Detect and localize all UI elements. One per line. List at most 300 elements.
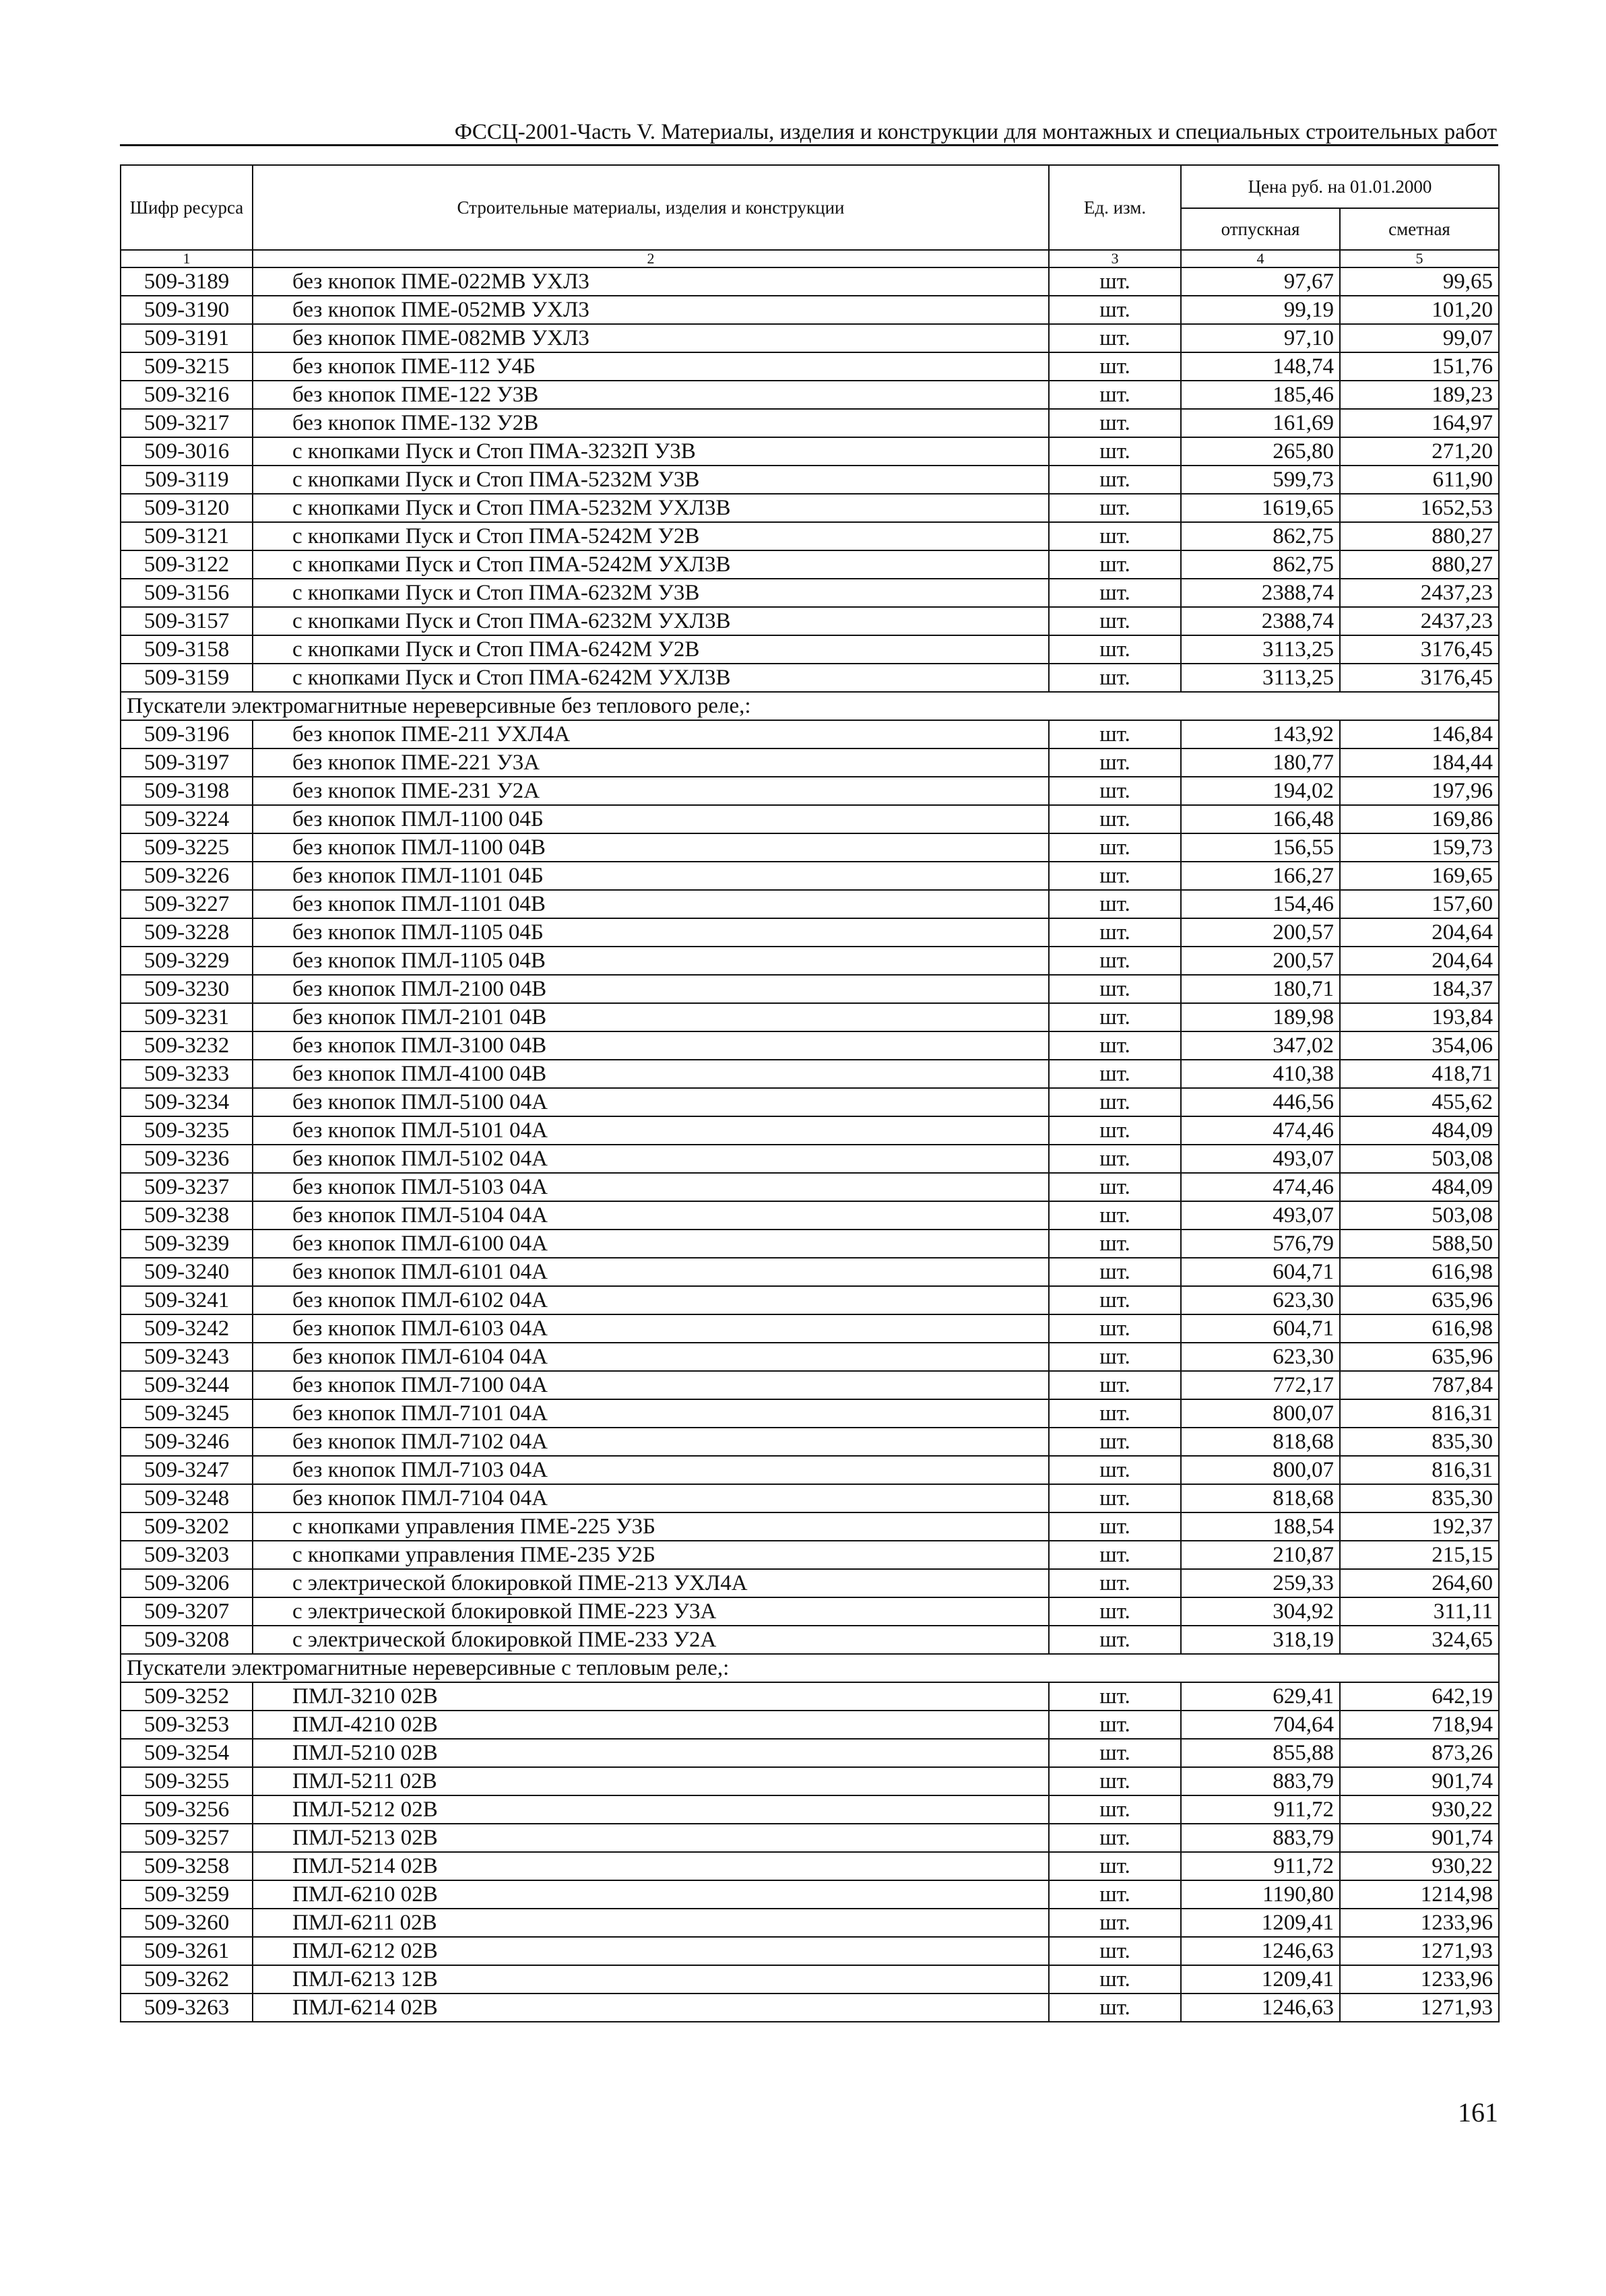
unit-cell: шт. (1049, 1201, 1181, 1230)
material-name: ПМЛ-3210 02В (253, 1682, 1049, 1711)
table-row (121, 550, 1499, 579)
resource-code: 509-3235 (121, 1116, 253, 1145)
unit-cell: шт. (1049, 975, 1181, 1003)
resource-code: 509-3122 (121, 550, 253, 579)
resource-code: 509-3224 (121, 805, 253, 833)
estimate-price: 184,44 (1340, 748, 1499, 777)
material-name: с кнопками Пуск и Стоп ПМА-5242М У2В (253, 522, 1049, 550)
unit-cell: шт. (1049, 947, 1181, 975)
estimate-price: 3176,45 (1340, 664, 1499, 692)
resource-code: 509-3197 (121, 748, 253, 777)
unit-cell: шт. (1049, 550, 1181, 579)
unit-cell: шт. (1049, 1569, 1181, 1597)
material-name: без кнопок ПМЕ-132 У2В (253, 409, 1049, 437)
material-name: с кнопками Пуск и Стоп ПМА-5242М УХЛ3В (253, 550, 1049, 579)
table-row (121, 1824, 1499, 1852)
estimate-price: 192,37 (1340, 1512, 1499, 1541)
table-row (121, 1145, 1499, 1173)
resource-code: 509-3258 (121, 1852, 253, 1880)
table-row (121, 437, 1499, 466)
estimate-price: 455,62 (1340, 1088, 1499, 1116)
header-rule (120, 144, 1498, 146)
unit-cell: шт. (1049, 1512, 1181, 1541)
resource-code: 509-3236 (121, 1145, 253, 1173)
material-name: ПМЛ-4210 02В (253, 1711, 1049, 1739)
header-estimate: сметная (1340, 208, 1499, 250)
material-name: без кнопок ПМЛ-3100 04В (253, 1031, 1049, 1060)
material-name: без кнопок ПМЛ-5104 04А (253, 1201, 1049, 1230)
material-name: без кнопок ПМЛ-7100 04А (253, 1371, 1049, 1399)
estimate-price: 193,84 (1340, 1003, 1499, 1031)
material-name: ПМЛ-5213 02В (253, 1824, 1049, 1852)
table-row (121, 1852, 1499, 1880)
wholesale-price: 200,57 (1181, 947, 1340, 975)
wholesale-price: 3113,25 (1181, 664, 1340, 692)
estimate-price: 503,08 (1340, 1201, 1499, 1230)
table-row (121, 1003, 1499, 1031)
wholesale-price: 180,71 (1181, 975, 1340, 1003)
resource-code: 509-3230 (121, 975, 253, 1003)
wholesale-price: 474,46 (1181, 1173, 1340, 1201)
estimate-price: 1271,93 (1340, 1994, 1499, 2022)
table-row (121, 748, 1499, 777)
material-name: без кнопок ПМЛ-1105 04Б (253, 918, 1049, 947)
estimate-price: 99,07 (1340, 324, 1499, 352)
material-name: без кнопок ПМЛ-2101 04В (253, 1003, 1049, 1031)
resource-code: 509-3228 (121, 918, 253, 947)
section-row (121, 692, 1499, 720)
wholesale-price: 800,07 (1181, 1456, 1340, 1484)
estimate-price: 1214,98 (1340, 1880, 1499, 1909)
estimate-price: 816,31 (1340, 1456, 1499, 1484)
resource-code: 509-3257 (121, 1824, 253, 1852)
wholesale-price: 148,74 (1181, 352, 1340, 381)
table-row (121, 777, 1499, 805)
material-name: с кнопками Пуск и Стоп ПМА-6242М УХЛ3В (253, 664, 1049, 692)
resource-code: 509-3247 (121, 1456, 253, 1484)
estimate-price: 503,08 (1340, 1145, 1499, 1173)
table-row (121, 1597, 1499, 1626)
wholesale-price: 318,19 (1181, 1626, 1340, 1654)
resource-code: 509-3239 (121, 1230, 253, 1258)
wholesale-price: 576,79 (1181, 1230, 1340, 1258)
wholesale-price: 143,92 (1181, 720, 1340, 748)
table-row (121, 1711, 1499, 1739)
material-name: без кнопок ПМЛ-2100 04В (253, 975, 1049, 1003)
column-number: 2 (253, 250, 1049, 267)
estimate-price: 2437,23 (1340, 607, 1499, 635)
unit-cell: шт. (1049, 918, 1181, 947)
unit-cell: шт. (1049, 607, 1181, 635)
estimate-price: 635,96 (1340, 1343, 1499, 1371)
resource-code: 509-3191 (121, 324, 253, 352)
wholesale-price: 3113,25 (1181, 635, 1340, 664)
wholesale-price: 166,27 (1181, 862, 1340, 890)
material-name: без кнопок ПМЛ-4100 04В (253, 1060, 1049, 1088)
resource-code: 509-3119 (121, 466, 253, 494)
material-name: без кнопок ПМЛ-1105 04В (253, 947, 1049, 975)
unit-cell: шт. (1049, 664, 1181, 692)
table-row (121, 1201, 1499, 1230)
material-name: с кнопками Пуск и Стоп ПМА-3232П У3В (253, 437, 1049, 466)
wholesale-price: 883,79 (1181, 1767, 1340, 1795)
price-table (120, 164, 1500, 2022)
unit-cell: шт. (1049, 1343, 1181, 1371)
header-code: Шифр ресурса (121, 165, 253, 250)
table-row (121, 1682, 1499, 1711)
unit-cell: шт. (1049, 1880, 1181, 1909)
resource-code: 509-3227 (121, 890, 253, 918)
wholesale-price: 97,67 (1181, 267, 1340, 296)
resource-code: 509-3215 (121, 352, 253, 381)
table-row (121, 1286, 1499, 1314)
unit-cell: шт. (1049, 635, 1181, 664)
wholesale-price: 623,30 (1181, 1343, 1340, 1371)
wholesale-price: 1246,63 (1181, 1937, 1340, 1965)
table-row (121, 1031, 1499, 1060)
material-name: с электрической блокировкой ПМЕ-213 УХЛ4А (253, 1569, 1049, 1597)
estimate-price: 264,60 (1340, 1569, 1499, 1597)
material-name: ПМЛ-6213 12В (253, 1965, 1049, 1994)
unit-cell: шт. (1049, 1230, 1181, 1258)
material-name: без кнопок ПМЛ-6101 04А (253, 1258, 1049, 1286)
estimate-price: 197,96 (1340, 777, 1499, 805)
column-number: 3 (1049, 250, 1181, 267)
wholesale-price: 1209,41 (1181, 1965, 1340, 1994)
table-row (121, 720, 1499, 748)
resource-code: 509-3261 (121, 1937, 253, 1965)
wholesale-price: 156,55 (1181, 833, 1340, 862)
table-body (121, 267, 1499, 2022)
resource-code: 509-3208 (121, 1626, 253, 1654)
resource-code: 509-3234 (121, 1088, 253, 1116)
table-row (121, 862, 1499, 890)
resource-code: 509-3240 (121, 1258, 253, 1286)
unit-cell: шт. (1049, 324, 1181, 352)
wholesale-price: 862,75 (1181, 550, 1340, 579)
unit-cell: шт. (1049, 522, 1181, 550)
unit-cell: шт. (1049, 1484, 1181, 1512)
unit-cell: шт. (1049, 748, 1181, 777)
table-row (121, 1314, 1499, 1343)
unit-cell: шт. (1049, 381, 1181, 409)
unit-cell: шт. (1049, 1739, 1181, 1767)
table-row (121, 1994, 1499, 2022)
estimate-price: 271,20 (1340, 437, 1499, 466)
material-name: без кнопок ПМЛ-7103 04А (253, 1456, 1049, 1484)
table-row (121, 1060, 1499, 1088)
table-row (121, 635, 1499, 664)
material-name: ПМЛ-5210 02В (253, 1739, 1049, 1767)
table-row (121, 1512, 1499, 1541)
resource-code: 509-3233 (121, 1060, 253, 1088)
material-name: ПМЛ-6210 02В (253, 1880, 1049, 1909)
table-row (121, 381, 1499, 409)
table-row (121, 1937, 1499, 1965)
estimate-price: 616,98 (1340, 1314, 1499, 1343)
material-name: без кнопок ПМЛ-5100 04А (253, 1088, 1049, 1116)
material-name: с кнопками Пуск и Стоп ПМА-5232М УХЛ3В (253, 494, 1049, 522)
table-row (121, 890, 1499, 918)
unit-cell: шт. (1049, 862, 1181, 890)
material-name: без кнопок ПМЛ-6102 04А (253, 1286, 1049, 1314)
resource-code: 509-3216 (121, 381, 253, 409)
page-number: 161 (1458, 2097, 1498, 2128)
estimate-price: 189,23 (1340, 381, 1499, 409)
wholesale-price: 166,48 (1181, 805, 1340, 833)
resource-code: 509-3238 (121, 1201, 253, 1230)
header-wholesale: отпускная (1181, 208, 1340, 250)
section-title: Пускатели электромагнитные нереверсивные с тепловым реле,: (121, 1654, 1499, 1682)
unit-cell: шт. (1049, 777, 1181, 805)
unit-cell: шт. (1049, 1994, 1181, 2022)
estimate-price: 588,50 (1340, 1230, 1499, 1258)
table-row (121, 918, 1499, 947)
material-name: без кнопок ПМЛ-7104 04А (253, 1484, 1049, 1512)
wholesale-price: 188,54 (1181, 1512, 1340, 1541)
table-row (121, 324, 1499, 352)
estimate-price: 324,65 (1340, 1626, 1499, 1654)
resource-code: 509-3198 (121, 777, 253, 805)
column-number: 5 (1340, 250, 1499, 267)
resource-code: 509-3189 (121, 267, 253, 296)
material-name: без кнопок ПМЛ-1100 04Б (253, 805, 1049, 833)
resource-code: 509-3252 (121, 1682, 253, 1711)
resource-code: 509-3262 (121, 1965, 253, 1994)
table-row (121, 1456, 1499, 1484)
table-row (121, 975, 1499, 1003)
wholesale-price: 604,71 (1181, 1258, 1340, 1286)
wholesale-price: 1209,41 (1181, 1909, 1340, 1937)
resource-code: 509-3232 (121, 1031, 253, 1060)
unit-cell: шт. (1049, 1003, 1181, 1031)
estimate-price: 930,22 (1340, 1852, 1499, 1880)
wholesale-price: 883,79 (1181, 1824, 1340, 1852)
header-price-group: Цена руб. на 01.01.2000 (1181, 165, 1499, 208)
unit-cell: шт. (1049, 1116, 1181, 1145)
unit-cell: шт. (1049, 720, 1181, 748)
unit-cell: шт. (1049, 1399, 1181, 1428)
estimate-price: 354,06 (1340, 1031, 1499, 1060)
unit-cell: шт. (1049, 352, 1181, 381)
column-number-row (121, 250, 1499, 267)
unit-cell: шт. (1049, 1824, 1181, 1852)
wholesale-price: 704,64 (1181, 1711, 1340, 1739)
wholesale-price: 97,10 (1181, 324, 1340, 352)
wholesale-price: 180,77 (1181, 748, 1340, 777)
table-row (121, 267, 1499, 296)
table-row (121, 352, 1499, 381)
table-row (121, 579, 1499, 607)
material-name: без кнопок ПМЛ-1101 04Б (253, 862, 1049, 890)
estimate-price: 157,60 (1340, 890, 1499, 918)
unit-cell: шт. (1049, 1767, 1181, 1795)
estimate-price: 484,09 (1340, 1173, 1499, 1201)
estimate-price: 930,22 (1340, 1795, 1499, 1824)
estimate-price: 164,97 (1340, 409, 1499, 437)
resource-code: 509-3231 (121, 1003, 253, 1031)
material-name: ПМЛ-5214 02В (253, 1852, 1049, 1880)
table-row (121, 1230, 1499, 1258)
estimate-price: 616,98 (1340, 1258, 1499, 1286)
wholesale-price: 410,38 (1181, 1060, 1340, 1088)
wholesale-price: 493,07 (1181, 1201, 1340, 1230)
resource-code: 509-3256 (121, 1795, 253, 1824)
section-title: Пускатели электромагнитные нереверсивные без теплового реле,: (121, 692, 1499, 720)
table-row (121, 1909, 1499, 1937)
table-row (121, 1880, 1499, 1909)
wholesale-price: 818,68 (1181, 1484, 1340, 1512)
table-row (121, 1399, 1499, 1428)
wholesale-price: 189,98 (1181, 1003, 1340, 1031)
estimate-price: 418,71 (1340, 1060, 1499, 1088)
material-name: без кнопок ПМЕ-221 У3А (253, 748, 1049, 777)
material-name: с кнопками Пуск и Стоп ПМА-5232М У3В (253, 466, 1049, 494)
estimate-price: 901,74 (1340, 1824, 1499, 1852)
resource-code: 509-3207 (121, 1597, 253, 1626)
unit-cell: шт. (1049, 1060, 1181, 1088)
wholesale-price: 2388,74 (1181, 607, 1340, 635)
material-name: без кнопок ПМЕ-122 У3В (253, 381, 1049, 409)
material-name: ПМЛ-6214 02В (253, 1994, 1049, 2022)
resource-code: 509-3159 (121, 664, 253, 692)
wholesale-price: 911,72 (1181, 1852, 1340, 1880)
unit-cell: шт. (1049, 1597, 1181, 1626)
resource-code: 509-3255 (121, 1767, 253, 1795)
estimate-price: 835,30 (1340, 1484, 1499, 1512)
material-name: с электрической блокировкой ПМЕ-233 У2А (253, 1626, 1049, 1654)
resource-code: 509-3202 (121, 1512, 253, 1541)
resource-code: 509-3243 (121, 1343, 253, 1371)
estimate-price: 215,15 (1340, 1541, 1499, 1569)
material-name: ПМЛ-6211 02В (253, 1909, 1049, 1937)
resource-code: 509-3206 (121, 1569, 253, 1597)
estimate-price: 880,27 (1340, 550, 1499, 579)
resource-code: 509-3237 (121, 1173, 253, 1201)
estimate-price: 169,65 (1340, 862, 1499, 890)
header-unit: Ед. изм. (1049, 165, 1181, 250)
resource-code: 509-3259 (121, 1880, 253, 1909)
column-number: 4 (1181, 250, 1340, 267)
unit-cell: шт. (1049, 296, 1181, 324)
unit-cell: шт. (1049, 1145, 1181, 1173)
wholesale-price: 2388,74 (1181, 579, 1340, 607)
material-name: без кнопок ПМЕ-211 УХЛ4А (253, 720, 1049, 748)
material-name: без кнопок ПМЕ-022МВ УХЛ3 (253, 267, 1049, 296)
table-row (121, 522, 1499, 550)
table-row (121, 409, 1499, 437)
estimate-price: 835,30 (1340, 1428, 1499, 1456)
material-name: с кнопками Пуск и Стоп ПМА-6232М У3В (253, 579, 1049, 607)
wholesale-price: 161,69 (1181, 409, 1340, 437)
material-name: без кнопок ПМЛ-7101 04А (253, 1399, 1049, 1428)
table-row (121, 805, 1499, 833)
wholesale-price: 818,68 (1181, 1428, 1340, 1456)
unit-cell: шт. (1049, 437, 1181, 466)
resource-code: 509-3229 (121, 947, 253, 975)
table-row (121, 1965, 1499, 1994)
table-row (121, 296, 1499, 324)
unit-cell: шт. (1049, 494, 1181, 522)
material-name: ПМЛ-5211 02В (253, 1767, 1049, 1795)
wholesale-price: 911,72 (1181, 1795, 1340, 1824)
wholesale-price: 604,71 (1181, 1314, 1340, 1343)
estimate-price: 880,27 (1340, 522, 1499, 550)
column-number: 1 (121, 250, 253, 267)
resource-code: 509-3248 (121, 1484, 253, 1512)
estimate-price: 1652,53 (1340, 494, 1499, 522)
unit-cell: шт. (1049, 1173, 1181, 1201)
table-row (121, 1428, 1499, 1456)
resource-code: 509-3260 (121, 1909, 253, 1937)
resource-code: 509-3225 (121, 833, 253, 862)
wholesale-price: 304,92 (1181, 1597, 1340, 1626)
material-name: с кнопками Пуск и Стоп ПМА-6242М У2В (253, 635, 1049, 664)
material-name: без кнопок ПМЛ-5102 04А (253, 1145, 1049, 1173)
resource-code: 509-3158 (121, 635, 253, 664)
estimate-price: 3176,45 (1340, 635, 1499, 664)
wholesale-price: 347,02 (1181, 1031, 1340, 1060)
unit-cell: шт. (1049, 579, 1181, 607)
estimate-price: 635,96 (1340, 1286, 1499, 1314)
estimate-price: 159,73 (1340, 833, 1499, 862)
section-row (121, 1654, 1499, 1682)
wholesale-price: 599,73 (1181, 466, 1340, 494)
resource-code: 509-3246 (121, 1428, 253, 1456)
unit-cell: шт. (1049, 890, 1181, 918)
unit-cell: шт. (1049, 466, 1181, 494)
material-name: без кнопок ПМЛ-6100 04А (253, 1230, 1049, 1258)
material-name: без кнопок ПМЕ-112 У4Б (253, 352, 1049, 381)
unit-cell: шт. (1049, 1286, 1181, 1314)
material-name: без кнопок ПМЕ-231 У2А (253, 777, 1049, 805)
material-name: без кнопок ПМЛ-6104 04А (253, 1343, 1049, 1371)
resource-code: 509-3156 (121, 579, 253, 607)
table-row (121, 1541, 1499, 1569)
unit-cell: шт. (1049, 1088, 1181, 1116)
material-name: без кнопок ПМЛ-1100 04В (253, 833, 1049, 862)
wholesale-price: 772,17 (1181, 1371, 1340, 1399)
wholesale-price: 185,46 (1181, 381, 1340, 409)
wholesale-price: 623,30 (1181, 1286, 1340, 1314)
material-name: с кнопками управления ПМЕ-225 У3Б (253, 1512, 1049, 1541)
estimate-price: 2437,23 (1340, 579, 1499, 607)
estimate-price: 873,26 (1340, 1739, 1499, 1767)
unit-cell: шт. (1049, 1795, 1181, 1824)
wholesale-price: 493,07 (1181, 1145, 1340, 1173)
resource-code: 509-3254 (121, 1739, 253, 1767)
material-name: с кнопками управления ПМЕ-235 У2Б (253, 1541, 1049, 1569)
unit-cell: шт. (1049, 1541, 1181, 1569)
wholesale-price: 154,46 (1181, 890, 1340, 918)
material-name: ПМЛ-5212 02В (253, 1795, 1049, 1824)
estimate-price: 99,65 (1340, 267, 1499, 296)
estimate-price: 101,20 (1340, 296, 1499, 324)
table-row (121, 1484, 1499, 1512)
resource-code: 509-3120 (121, 494, 253, 522)
estimate-price: 816,31 (1340, 1399, 1499, 1428)
unit-cell: шт. (1049, 805, 1181, 833)
estimate-price: 146,84 (1340, 720, 1499, 748)
estimate-price: 901,74 (1340, 1767, 1499, 1795)
wholesale-price: 265,80 (1181, 437, 1340, 466)
table-row (121, 1116, 1499, 1145)
estimate-price: 1233,96 (1340, 1965, 1499, 1994)
table-row (121, 466, 1499, 494)
wholesale-price: 200,57 (1181, 918, 1340, 947)
wholesale-price: 446,56 (1181, 1088, 1340, 1116)
material-name: без кнопок ПМЕ-082МВ УХЛ3 (253, 324, 1049, 352)
